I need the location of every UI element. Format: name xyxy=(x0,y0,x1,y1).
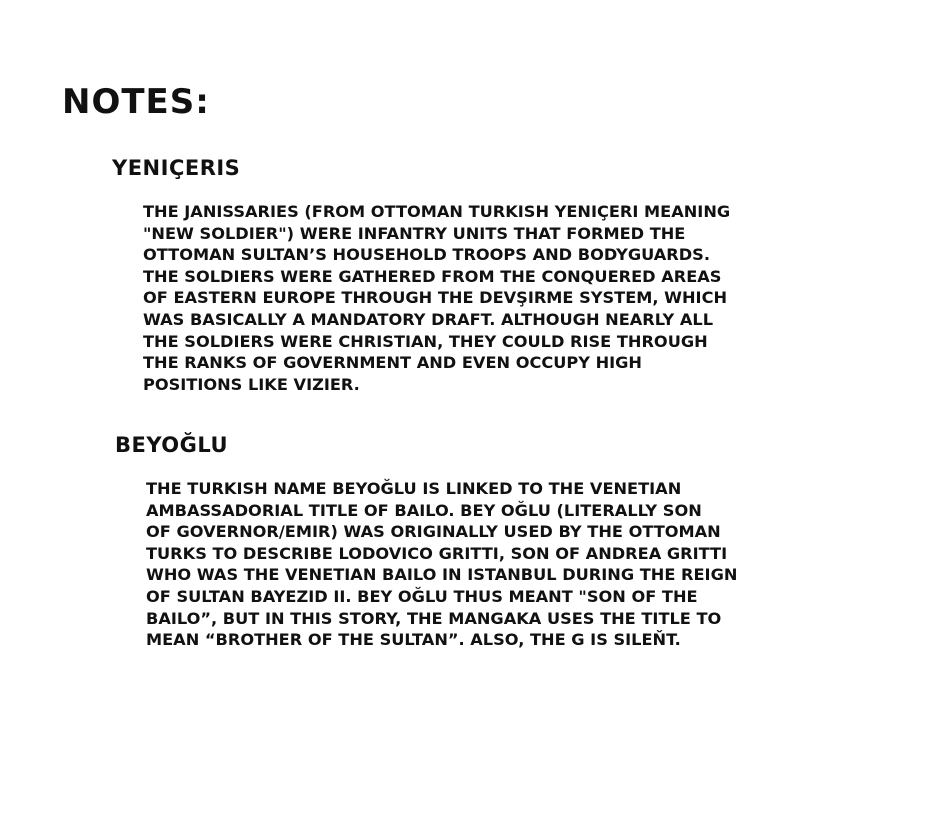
paragraph-line: MEAN “BROTHER OF THE SULTAN”. ALSO, THE G IS SILEŇT. xyxy=(146,630,681,650)
paragraph-line: WHO WAS THE VENETIAN BAILO IN ISTANBUL DURING THE REIGN xyxy=(146,565,738,585)
paragraph-line: "NEW SOLDIER") WERE INFANTRY UNITS THAT FORMED THE xyxy=(143,223,686,243)
paragraph-line: THE SOLDIERS WERE GATHERED FROM THE CONQUERED AREAS xyxy=(143,266,722,286)
paragraph-line: THE TURKISH NAME BEYOĞLU IS LINKED TO THE VENETIAN xyxy=(146,479,682,498)
paragraph-line: OF SULTAN BAYEZID II. BEY OĞLU THUS MEANT "SON OF THE xyxy=(146,586,698,606)
paragraph-line: THE JANISSARIES (FROM OTTOMAN TURKISH YENIÇERI MEANING xyxy=(143,202,731,221)
section-heading-beyoglu: BEYOĞLU xyxy=(115,433,229,457)
paragraph-beyoglu xyxy=(146,478,737,651)
paragraph-line: THE SOLDIERS WERE CHRISTIAN, THEY COULD RISE THROUGH xyxy=(143,331,708,351)
paragraph-line: OTTOMAN SULTAN’S HOUSEHOLD TROOPS AND BODYGUARDS. xyxy=(143,245,710,265)
paragraph-line: AMBASSADORIAL TITLE OF BAILO. BEY OĞLU (LITERALLY SON xyxy=(146,500,702,520)
paragraph-line: WAS BASICALLY A MANDATORY DRAFT. ALTHOUGH NEARLY ALL xyxy=(143,309,714,329)
paragraph-yeniceris xyxy=(143,201,730,395)
paragraph-line: POSITIONS LIKE VIZIER. xyxy=(143,374,360,394)
paragraph-line: TURKS TO DESCRIBE LODOVICO GRITTI, SON OF ANDREA GRITTI xyxy=(146,543,728,563)
page-title: NOTES: xyxy=(62,82,210,122)
paragraph-line: BAILO”, BUT IN THIS STORY, THE MANGAKA USES THE TITLE TO xyxy=(146,608,722,628)
section-heading-yeniceris: YENIÇERIS xyxy=(112,156,241,180)
paragraph-line: OF EASTERN EUROPE THROUGH THE DEVŞIRME SYSTEM, WHICH xyxy=(143,288,727,308)
paragraph-line: THE RANKS OF GOVERNMENT AND EVEN OCCUPY HIGH xyxy=(143,353,642,373)
paragraph-line: OF GOVERNOR/EMIR) WAS ORIGINALLY USED BY THE OTTOMAN xyxy=(146,522,721,542)
